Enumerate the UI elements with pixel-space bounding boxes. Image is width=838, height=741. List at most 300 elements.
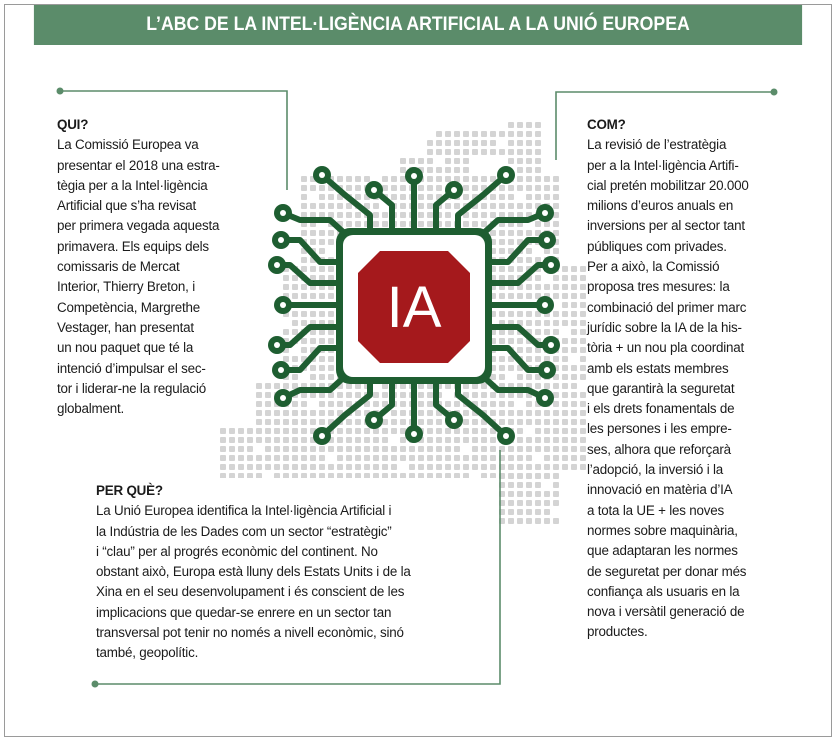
map-dot — [292, 356, 298, 362]
map-dot — [472, 419, 478, 425]
map-dot — [319, 401, 325, 407]
map-dot — [328, 401, 334, 407]
map-dot — [535, 518, 541, 524]
map-dot — [445, 203, 451, 209]
text-line: productes. — [587, 624, 648, 640]
map-dot — [283, 437, 289, 443]
map-dot — [562, 302, 568, 308]
map-dot — [346, 428, 352, 434]
map-dot — [301, 455, 307, 461]
map-dot — [364, 455, 370, 461]
map-dot — [418, 158, 424, 164]
map-dot — [328, 356, 334, 362]
map-dot — [481, 401, 487, 407]
circuit-node-hole — [544, 367, 550, 373]
map-dot — [481, 455, 487, 461]
map-dot — [283, 410, 289, 416]
map-dot — [319, 464, 325, 470]
map-dot — [400, 401, 406, 407]
map-dot — [499, 131, 505, 137]
map-dot — [544, 320, 550, 326]
map-dot — [283, 446, 289, 452]
map-dot — [553, 437, 559, 443]
map-dot — [274, 437, 280, 443]
map-dot — [319, 203, 325, 209]
map-dot — [517, 446, 523, 452]
text-line: per a la Intel·ligència Artifi- — [587, 157, 739, 173]
map-dot — [508, 518, 514, 524]
map-dot — [319, 293, 325, 299]
map-dot — [319, 311, 325, 317]
map-dot — [562, 455, 568, 461]
map-dot — [400, 167, 406, 173]
map-dot — [283, 383, 289, 389]
map-dot — [346, 176, 352, 182]
map-dot — [247, 455, 253, 461]
map-dot — [301, 203, 307, 209]
text-line: intenció d’impulsar el sec- — [57, 360, 206, 376]
map-dot — [301, 311, 307, 317]
map-dot — [463, 140, 469, 146]
map-dot — [472, 140, 478, 146]
map-dot — [463, 149, 469, 155]
map-dot — [445, 437, 451, 443]
map-dot — [517, 428, 523, 434]
map-dot — [571, 392, 577, 398]
map-dot — [301, 230, 307, 236]
map-dot — [535, 428, 541, 434]
map-dot — [535, 491, 541, 497]
map-dot — [301, 338, 307, 344]
map-dot — [580, 293, 586, 299]
map-dot — [427, 194, 433, 200]
map-dot — [445, 167, 451, 173]
map-dot — [238, 455, 244, 461]
map-dot — [301, 293, 307, 299]
map-dot — [265, 455, 271, 461]
map-dot — [238, 428, 244, 434]
map-dot — [562, 320, 568, 326]
map-dot — [283, 455, 289, 461]
map-dot — [346, 203, 352, 209]
map-dot — [562, 446, 568, 452]
map-dot — [562, 347, 568, 353]
map-dot — [409, 158, 415, 164]
map-dot — [364, 464, 370, 470]
map-dot — [310, 419, 316, 425]
map-dot — [535, 482, 541, 488]
map-dot — [283, 284, 289, 290]
map-dot — [508, 122, 514, 128]
map-dot — [553, 221, 559, 227]
map-dot — [508, 509, 514, 515]
map-dot — [526, 500, 532, 506]
map-dot — [517, 158, 523, 164]
map-dot — [301, 419, 307, 425]
map-dot — [301, 437, 307, 443]
map-dot — [355, 212, 361, 218]
map-dot — [256, 464, 262, 470]
map-dot — [553, 383, 559, 389]
map-dot — [391, 446, 397, 452]
map-dot — [517, 338, 523, 344]
text-line: primavera. Els equips dels — [57, 238, 209, 254]
text-line: innovació en matèria d’IA — [587, 482, 733, 498]
map-dot — [292, 446, 298, 452]
map-dot — [463, 176, 469, 182]
map-dot — [517, 464, 523, 470]
text-line: que garantirà la seguretat — [587, 380, 735, 396]
map-dot — [553, 320, 559, 326]
map-dot — [418, 221, 424, 227]
map-dot — [247, 437, 253, 443]
map-dot — [490, 464, 496, 470]
section-com — [587, 115, 792, 643]
map-dot — [445, 446, 451, 452]
map-dot — [346, 221, 352, 227]
map-dot — [427, 446, 433, 452]
map-dot — [535, 185, 541, 191]
map-dot — [571, 320, 577, 326]
map-dot — [400, 455, 406, 461]
map-dot — [436, 176, 442, 182]
map-dot — [490, 194, 496, 200]
map-dot — [355, 437, 361, 443]
map-dot — [580, 302, 586, 308]
map-dot — [373, 446, 379, 452]
map-dot — [499, 401, 505, 407]
map-dot — [328, 203, 334, 209]
map-dot — [382, 428, 388, 434]
map-dot — [220, 455, 226, 461]
map-dot — [499, 338, 505, 344]
text-line: normes sobre maquinària, — [587, 522, 738, 538]
text-line: Per a això, la Comissió — [587, 259, 720, 275]
map-dot — [328, 293, 334, 299]
map-dot — [517, 122, 523, 128]
map-dot — [517, 518, 523, 524]
map-dot — [517, 509, 523, 515]
map-dot — [517, 491, 523, 497]
map-dot — [517, 482, 523, 488]
page-title: L’ABC DE LA INTEL·LIGÈNCIA ARTIFICIAL A LA UNIÓ EUROPEA — [34, 5, 802, 45]
map-dot — [508, 239, 514, 245]
map-dot — [418, 455, 424, 461]
map-dot — [571, 374, 577, 380]
map-dot — [562, 401, 568, 407]
map-dot — [382, 437, 388, 443]
map-dot — [328, 194, 334, 200]
map-dot — [535, 320, 541, 326]
section-body — [587, 135, 792, 642]
map-dot — [463, 167, 469, 173]
map-dot — [544, 437, 550, 443]
map-dot — [526, 437, 532, 443]
map-dot — [427, 149, 433, 155]
circuit-node-hole — [411, 431, 417, 437]
text-line: tòria + un nou pla coordinat — [587, 340, 745, 356]
map-dot — [481, 212, 487, 218]
map-dot — [580, 428, 586, 434]
map-dot — [391, 185, 397, 191]
map-dot — [427, 392, 433, 398]
text-line: combinació del primer marc — [587, 299, 747, 315]
map-dot — [355, 221, 361, 227]
map-dot — [508, 464, 514, 470]
map-dot — [445, 176, 451, 182]
map-dot — [418, 194, 424, 200]
map-dot — [562, 437, 568, 443]
map-dot — [544, 464, 550, 470]
map-dot — [535, 194, 541, 200]
text-line: confiança als usuaris en la — [587, 583, 740, 599]
map-dot — [580, 365, 586, 371]
map-dot — [535, 437, 541, 443]
section-heading: PER QUÈ? — [96, 483, 163, 498]
map-dot — [409, 446, 415, 452]
map-dot — [391, 419, 397, 425]
map-dot — [319, 248, 325, 254]
map-dot — [517, 311, 523, 317]
map-dot — [328, 365, 334, 371]
map-dot — [355, 419, 361, 425]
text-line: cial pretén mobilitzar 20.000 — [587, 177, 749, 193]
map-dot — [526, 158, 532, 164]
map-dot — [544, 194, 550, 200]
map-dot — [481, 131, 487, 137]
map-dot — [526, 320, 532, 326]
map-dot — [436, 419, 442, 425]
map-dot — [355, 428, 361, 434]
map-dot — [508, 131, 514, 137]
map-dot — [481, 140, 487, 146]
map-dot — [337, 464, 343, 470]
map-dot — [436, 446, 442, 452]
map-dot — [247, 446, 253, 452]
map-dot — [427, 455, 433, 461]
map-dot — [274, 428, 280, 434]
text-line: Competència, Margrethe — [57, 299, 200, 315]
map-dot — [481, 221, 487, 227]
map-dot — [346, 455, 352, 461]
map-dot — [292, 293, 298, 299]
map-dot — [418, 401, 424, 407]
map-dot — [373, 203, 379, 209]
map-dot — [256, 455, 262, 461]
map-dot — [562, 356, 568, 362]
map-dot — [562, 392, 568, 398]
map-dot — [472, 185, 478, 191]
map-dot — [382, 446, 388, 452]
connector-dot — [57, 88, 64, 95]
map-dot — [571, 347, 577, 353]
text-line: ses, alhora que reforçarà — [587, 441, 731, 457]
map-dot — [499, 248, 505, 254]
map-dot — [517, 266, 523, 272]
map-dot — [580, 410, 586, 416]
map-dot — [499, 266, 505, 272]
map-dot — [265, 464, 271, 470]
map-dot — [571, 338, 577, 344]
map-dot — [292, 275, 298, 281]
map-dot — [553, 275, 559, 281]
map-dot — [292, 329, 298, 335]
map-dot — [292, 419, 298, 425]
map-dot — [517, 149, 523, 155]
map-dot — [427, 410, 433, 416]
text-line: públiques com privades. — [587, 238, 727, 254]
map-dot — [301, 410, 307, 416]
map-dot — [454, 446, 460, 452]
map-dot — [553, 500, 559, 506]
map-dot — [292, 401, 298, 407]
map-dot — [283, 464, 289, 470]
map-dot — [526, 455, 532, 461]
circuit-node-hole — [451, 417, 457, 423]
map-dot — [580, 266, 586, 272]
map-dot — [337, 455, 343, 461]
map-dot — [364, 446, 370, 452]
map-dot — [256, 419, 262, 425]
map-dot — [553, 410, 559, 416]
text-line: obstant això, Europa està lluny dels Estats Units i de la — [96, 564, 411, 580]
map-dot — [544, 329, 550, 335]
map-dot — [544, 419, 550, 425]
text-line: nova i versàtil generació de — [587, 604, 745, 620]
map-dot — [292, 428, 298, 434]
map-dot — [454, 167, 460, 173]
map-dot — [562, 383, 568, 389]
map-dot — [310, 455, 316, 461]
map-dot — [382, 212, 388, 218]
map-dot — [310, 446, 316, 452]
map-dot — [436, 437, 442, 443]
map-dot — [319, 365, 325, 371]
map-dot — [508, 473, 514, 479]
text-line: La revisió de l’estratègia — [587, 137, 727, 153]
map-dot — [472, 428, 478, 434]
circuit-node-hole — [411, 173, 417, 179]
map-dot — [535, 284, 541, 290]
map-dot — [472, 212, 478, 218]
map-dot — [337, 392, 343, 398]
map-dot — [391, 176, 397, 182]
map-dot — [580, 419, 586, 425]
map-dot — [553, 464, 559, 470]
map-dot — [553, 401, 559, 407]
map-dot — [517, 410, 523, 416]
map-dot — [391, 428, 397, 434]
map-dot — [346, 446, 352, 452]
map-dot — [427, 428, 433, 434]
map-dot — [571, 266, 577, 272]
circuit-node-hole — [280, 210, 286, 216]
map-dot — [481, 437, 487, 443]
map-dot — [490, 203, 496, 209]
section-perque — [96, 481, 496, 664]
map-dot — [553, 428, 559, 434]
map-dot — [283, 275, 289, 281]
map-dot — [490, 437, 496, 443]
map-dot — [445, 401, 451, 407]
map-dot — [463, 158, 469, 164]
map-dot — [238, 437, 244, 443]
map-dot — [526, 230, 532, 236]
connector-dot — [771, 89, 778, 96]
map-dot — [481, 446, 487, 452]
map-dot — [535, 176, 541, 182]
circuit-node-hole — [503, 172, 509, 178]
map-dot — [454, 464, 460, 470]
map-dot — [319, 194, 325, 200]
map-dot — [508, 419, 514, 425]
map-dot — [544, 383, 550, 389]
map-dot — [526, 140, 532, 146]
text-line: que adaptaran les normes — [587, 543, 738, 559]
map-dot — [508, 140, 514, 146]
map-dot — [229, 428, 235, 434]
map-dot — [526, 401, 532, 407]
map-dot — [319, 446, 325, 452]
map-dot — [319, 356, 325, 362]
map-dot — [400, 158, 406, 164]
map-dot — [292, 311, 298, 317]
map-dot — [400, 437, 406, 443]
map-dot — [301, 176, 307, 182]
connector-dot — [92, 681, 99, 688]
map-dot — [427, 176, 433, 182]
map-dot — [526, 482, 532, 488]
text-line: per primera vegada aquesta — [57, 218, 220, 234]
map-dot — [418, 419, 424, 425]
map-dot — [463, 410, 469, 416]
map-dot — [535, 275, 541, 281]
map-dot — [319, 338, 325, 344]
map-dot — [508, 482, 514, 488]
map-dot — [445, 158, 451, 164]
text-line: les persones i les empre- — [587, 421, 732, 437]
map-dot — [499, 410, 505, 416]
map-dot — [535, 122, 541, 128]
map-dot — [580, 374, 586, 380]
map-dot — [229, 455, 235, 461]
map-dot — [580, 455, 586, 461]
map-dot — [463, 464, 469, 470]
map-dot — [553, 419, 559, 425]
map-dot — [499, 365, 505, 371]
map-dot — [517, 374, 523, 380]
map-dot — [562, 419, 568, 425]
map-dot — [274, 464, 280, 470]
map-dot — [454, 158, 460, 164]
map-dot — [526, 194, 532, 200]
map-dot — [472, 392, 478, 398]
map-dot — [400, 221, 406, 227]
map-dot — [553, 248, 559, 254]
map-dot — [544, 500, 550, 506]
map-dot — [400, 203, 406, 209]
map-dot — [427, 401, 433, 407]
map-dot — [571, 275, 577, 281]
map-dot — [400, 212, 406, 218]
text-line: proposa tres mesures: la — [587, 279, 730, 295]
map-dot — [562, 266, 568, 272]
map-dot — [229, 464, 235, 470]
map-dot — [319, 266, 325, 272]
map-dot — [301, 284, 307, 290]
map-dot — [427, 212, 433, 218]
map-dot — [517, 293, 523, 299]
